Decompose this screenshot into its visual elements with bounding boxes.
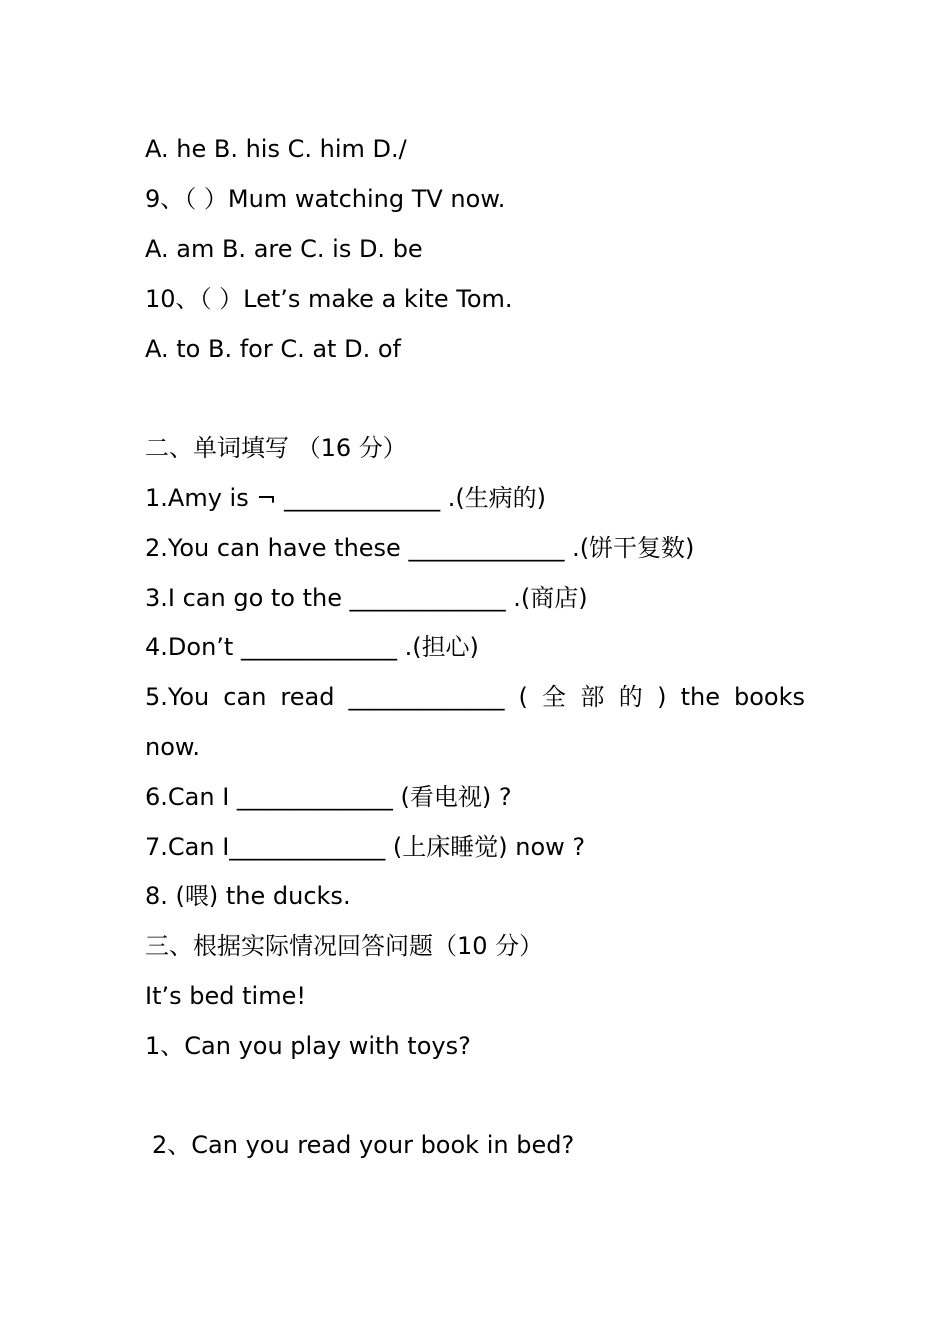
fill-item-3: 3.I can go to the _____________ .(商店) [145,584,588,612]
option-line-q9: A. am B. are C. is D. be [145,235,423,263]
fill-item-5-continued: now. [145,733,200,761]
section-3-heading: 三、根据实际情况回答问题（10 分） [145,932,544,960]
section-2-heading: 二、单词填写 （16 分） [145,434,407,462]
fill-item-2: 2.You can have these _____________ .(饼干复数) [145,534,695,562]
context-line: It’s bed time! [145,982,306,1010]
fill-item-6: 6.Can I _____________ (看电视) ? [145,783,512,811]
fill-item-7: 7.Can I_____________ (上床睡觉) now ? [145,833,586,861]
question-10: 10、（ ）Let’s make a kite Tom. [145,285,513,313]
fill-item-5: 5.You can read _____________ ( 全 部 的 ) the books [145,683,805,711]
answer-question-2: 2、Can you read your book in bed? [152,1131,575,1159]
fill-item-8: 8. (喂) the ducks. [145,882,351,910]
fill-item-4: 4.Don’t _____________ .(担心) [145,633,479,661]
fill-item-1: 1.Amy is ¬ _____________ .(生病的) [145,484,547,512]
question-9: 9、（ ）Mum watching TV now. [145,185,506,213]
answer-question-1: 1、Can you play with toys? [145,1032,471,1060]
option-line-q10: A. to B. for C. at D. of [145,335,401,363]
option-line-q8: A. he B. his C. him D./ [145,135,407,163]
